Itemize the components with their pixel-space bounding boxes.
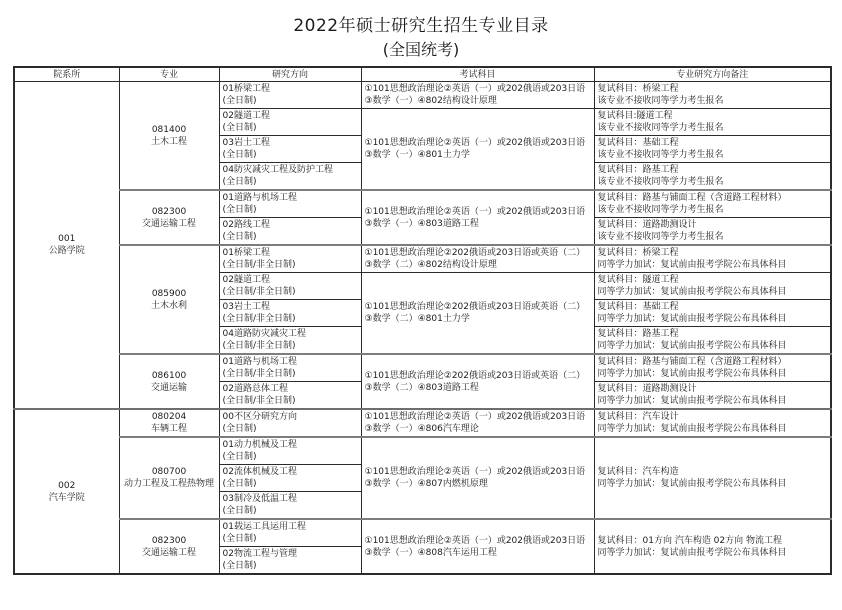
remark-cell-line: 复试科目：隧道工程 bbox=[597, 275, 679, 285]
department-cell bbox=[14, 82, 119, 410]
table-row bbox=[14, 354, 831, 382]
direction-cell bbox=[219, 547, 361, 575]
direction-cell-line: 03岩土工程 bbox=[222, 138, 270, 148]
table-row bbox=[14, 437, 831, 465]
exam-subjects-cell bbox=[361, 354, 594, 409]
major-cell-line: 交通运输工程 bbox=[141, 218, 196, 229]
exam-subjects-cell-line: ①101思想政治理论②202俄语或203日语或英语（二）③数学（二）④803道路工程 bbox=[364, 370, 586, 393]
remark-cell bbox=[594, 382, 831, 410]
remark-cell-line: 复试科目:隧道工程 bbox=[597, 111, 673, 121]
direction-cell-line: (全日制/非全日制) bbox=[222, 369, 296, 379]
direction-cell bbox=[219, 465, 361, 492]
major-cell-line: 土木工程 bbox=[150, 136, 187, 147]
exam-subjects-cell bbox=[361, 519, 594, 574]
major-cell-line: 085900 bbox=[151, 288, 187, 299]
remark-cell-line: 同等学力加试：复试前由报考学院公布具体科目 bbox=[597, 424, 787, 434]
remark-cell-line: 该专业不接收同等学力考生报名 bbox=[597, 96, 724, 106]
direction-cell-line: 02流体机械及工程 bbox=[222, 467, 297, 477]
direction-cell bbox=[219, 327, 361, 355]
direction-cell bbox=[219, 409, 361, 437]
header-research-direction: 研究方向 bbox=[219, 67, 361, 82]
exam-subjects-cell bbox=[361, 109, 594, 191]
remark-cell bbox=[594, 519, 831, 574]
major-cell bbox=[119, 409, 219, 437]
direction-cell-line: 02道路总体工程 bbox=[222, 384, 288, 394]
exam-subjects-cell-line: ①101思想政治理论②英语（一）或202俄语或203日语③数学（一）④807内燃机原理 bbox=[364, 467, 586, 489]
direction-cell-line: (全日制) bbox=[222, 424, 257, 434]
major-cell-line: 080700 bbox=[151, 467, 187, 477]
direction-cell bbox=[219, 382, 361, 410]
table-row bbox=[14, 190, 831, 218]
major-cell-line: 土木水利 bbox=[150, 300, 187, 311]
direction-cell bbox=[219, 136, 361, 163]
remark-cell bbox=[594, 136, 831, 163]
exam-subjects-cell bbox=[361, 245, 594, 273]
remark-cell-line: 同等学力加试：复试前由报考学院公布具体科目 bbox=[597, 341, 787, 351]
remark-cell-line: 复试科目：基础工程 bbox=[597, 302, 679, 312]
direction-cell bbox=[219, 273, 361, 300]
remark-cell bbox=[594, 163, 831, 191]
exam-subjects-cell-line: ①101思想政治理论②202俄语或203日语或英语（二）③数学（二）④802结构设计原理 bbox=[364, 248, 586, 270]
major-cell-line: 交通运输工程 bbox=[141, 547, 196, 558]
exam-subjects-cell-line: ①101思想政治理论②英语（一）或202俄语或203日语③数学（一）④808汽车运用工程 bbox=[364, 535, 586, 558]
header-exam-subjects: 考试科目 bbox=[361, 67, 594, 82]
exam-subjects-cell-line: ①101思想政治理论②202俄语或203日语或英语（二）③数学（二）④801土力学 bbox=[364, 302, 586, 324]
remark-cell-line: 同等学力加试：复试前由报考学院公布具体科目 bbox=[597, 369, 787, 379]
direction-cell bbox=[219, 82, 361, 109]
remark-cell-line: 复试科目：桥梁工程 bbox=[597, 248, 679, 258]
table-row bbox=[14, 519, 831, 547]
direction-cell-line: (全日制) bbox=[222, 479, 257, 489]
direction-cell-line: (全日制/非全日制) bbox=[222, 287, 296, 297]
direction-cell-line: (全日制) bbox=[222, 534, 257, 544]
remark-cell-line: 该专业不接收同等学力考生报名 bbox=[597, 123, 724, 133]
exam-subjects-cell-line: ①101思想政治理论②英语（一）或202俄语或203日语③数学（一）④801土力学 bbox=[364, 138, 586, 160]
department-cell bbox=[14, 409, 119, 574]
direction-cell-line: (全日制/非全日制) bbox=[222, 396, 296, 406]
direction-cell bbox=[219, 492, 361, 520]
remark-cell bbox=[594, 300, 831, 327]
remark-cell-line: 复试科目：路基与铺面工程（含道路工程材料） bbox=[597, 357, 787, 367]
catalog-table bbox=[13, 66, 832, 575]
page-subtitle: (全国统考) bbox=[382, 40, 460, 59]
remark-cell-line: 复试科目：01方向 汽车构造 02方向 物流工程 bbox=[597, 535, 782, 546]
major-cell bbox=[119, 519, 219, 574]
direction-cell-line: (全日制) bbox=[222, 177, 257, 187]
remark-cell-line: 该专业不接收同等学力考生报名 bbox=[597, 177, 724, 187]
exam-subjects-cell bbox=[361, 82, 594, 109]
catalog-page bbox=[0, 15, 842, 575]
remark-cell-line: 复试科目：路基工程 bbox=[597, 165, 679, 175]
direction-cell-line: (全日制) bbox=[222, 452, 257, 462]
remark-cell-line: 复试科目：基础工程 bbox=[597, 138, 679, 148]
direction-cell-line: 01动力机械及工程 bbox=[222, 440, 297, 450]
remark-cell-line: 复试科目：路基与铺面工程（含道路工程材料） bbox=[597, 193, 787, 203]
remark-cell bbox=[594, 327, 831, 355]
department-cell-line: 002 bbox=[58, 480, 76, 491]
major-cell-line: 动力工程及工程热物理 bbox=[123, 479, 214, 489]
direction-cell-line: 01载运工具运用工程 bbox=[222, 522, 306, 532]
remark-cell-line: 该专业不接收同等学力考生报名 bbox=[597, 205, 724, 215]
direction-cell-line: (全日制) bbox=[222, 150, 257, 160]
remark-cell-line: 同等学力加试：复试前由报考学院公布具体科目 bbox=[597, 396, 787, 406]
direction-cell-line: 01桥梁工程 bbox=[222, 84, 270, 94]
direction-cell bbox=[219, 519, 361, 547]
major-cell bbox=[119, 82, 219, 191]
direction-cell-line: 03岩土工程 bbox=[222, 302, 270, 312]
exam-subjects-cell bbox=[361, 409, 594, 437]
remark-cell-line: 复试科目：道路勘测设计 bbox=[597, 384, 697, 394]
remark-cell-line: 同等学力加试：复试前由报考学院公布具体科目 bbox=[597, 260, 787, 270]
direction-cell-line: (全日制) bbox=[222, 506, 257, 516]
remark-cell bbox=[594, 109, 831, 136]
direction-cell-line: 02物流工程与管理 bbox=[222, 549, 297, 559]
table-header bbox=[14, 67, 831, 82]
major-cell-line: 081400 bbox=[151, 124, 187, 135]
major-cell-line: 交通运输 bbox=[150, 382, 187, 393]
direction-cell bbox=[219, 218, 361, 246]
major-cell bbox=[119, 437, 219, 519]
remark-cell-line: 同等学力加试：复试前由报考学院公布具体科目 bbox=[597, 547, 787, 558]
major-cell-line: 082300 bbox=[151, 535, 187, 546]
direction-cell bbox=[219, 245, 361, 273]
direction-cell-line: 01道路与机场工程 bbox=[222, 193, 297, 203]
remark-cell bbox=[594, 409, 831, 437]
remark-cell bbox=[594, 190, 831, 218]
department-cell-line: 汽车学院 bbox=[48, 492, 85, 503]
direction-cell-line: (全日制) bbox=[222, 123, 257, 133]
exam-subjects-cell bbox=[361, 190, 594, 245]
direction-cell-line: (全日制) bbox=[222, 96, 257, 106]
major-cell-line: 082300 bbox=[151, 206, 187, 217]
table-row bbox=[14, 245, 831, 273]
exam-subjects-cell-line: ①101思想政治理论②英语（一）或202俄语或203日语③数学（一）④802结构设计原理 bbox=[364, 84, 586, 106]
direction-cell bbox=[219, 163, 361, 191]
direction-cell-line: (全日制/非全日制) bbox=[222, 314, 296, 324]
direction-cell-line: 03制冷及低温工程 bbox=[222, 494, 297, 504]
direction-cell-line: 02隧道工程 bbox=[222, 111, 270, 121]
direction-cell-line: 04防灾减灾工程及防护工程 bbox=[222, 165, 333, 175]
direction-cell-line: (全日制) bbox=[222, 561, 257, 571]
direction-cell bbox=[219, 354, 361, 382]
major-cell-line: 086100 bbox=[151, 370, 187, 381]
department-cell-line: 公路学院 bbox=[48, 246, 85, 256]
direction-cell-line: (全日制) bbox=[222, 205, 257, 215]
header-remarks: 专业研究方向备注 bbox=[594, 67, 831, 82]
remark-cell-line: 复试科目：汽车构造 bbox=[597, 467, 679, 477]
remark-cell-line: 复试科目：路基工程 bbox=[597, 329, 679, 339]
remark-cell-line: 复试科目：桥梁工程 bbox=[597, 84, 679, 94]
major-cell-line: 080204 bbox=[151, 412, 187, 422]
direction-cell-line: (全日制) bbox=[222, 232, 257, 242]
remark-cell bbox=[594, 354, 831, 382]
direction-cell bbox=[219, 437, 361, 465]
exam-subjects-cell-line: ①101思想政治理论②英语（一）或202俄语或203日语③数学（一）④803道路工程 bbox=[364, 206, 586, 229]
direction-cell-line: (全日制/非全日制) bbox=[222, 260, 296, 270]
remark-cell-line: 同等学力加试：复试前由报考学院公布具体科目 bbox=[597, 287, 787, 297]
remark-cell bbox=[594, 245, 831, 273]
major-cell bbox=[119, 354, 219, 409]
remark-cell-line: 复试科目：道路勘测设计 bbox=[597, 220, 697, 230]
table-header-row bbox=[14, 67, 831, 82]
direction-cell bbox=[219, 300, 361, 327]
header-major: 专业 bbox=[119, 67, 219, 82]
direction-cell-line: 01桥梁工程 bbox=[222, 248, 270, 258]
major-cell bbox=[119, 245, 219, 354]
direction-cell-line: 01道路与机场工程 bbox=[222, 357, 297, 367]
exam-subjects-cell bbox=[361, 437, 594, 519]
table-row bbox=[14, 409, 831, 437]
direction-cell-line: (全日制/非全日制) bbox=[222, 341, 296, 351]
direction-cell-line: 04道路防灾减灾工程 bbox=[222, 329, 306, 339]
direction-cell-line: 02隧道工程 bbox=[222, 275, 270, 285]
major-cell bbox=[119, 190, 219, 245]
remark-cell-line: 该专业不接收同等学力考生报名 bbox=[597, 232, 724, 242]
department-cell-line: 001 bbox=[58, 234, 76, 244]
direction-cell-line: 00不区分研究方向 bbox=[222, 412, 297, 422]
remark-cell-line: 同等学力加试：复试前由报考学院公布具体科目 bbox=[597, 314, 787, 324]
remark-cell bbox=[594, 437, 831, 519]
major-cell-line: 车辆工程 bbox=[150, 424, 187, 434]
exam-subjects-cell-line: ①101思想政治理论②英语（一）或202俄语或203日语③数学（一）④806汽车理论 bbox=[364, 412, 586, 434]
remark-cell bbox=[594, 273, 831, 300]
remark-cell bbox=[594, 82, 831, 109]
remark-cell-line: 复试科目：汽车设计 bbox=[597, 412, 679, 422]
direction-cell bbox=[219, 190, 361, 218]
remark-cell-line: 同等学力加试：复试前由报考学院公布具体科目 bbox=[597, 479, 787, 489]
table-row bbox=[14, 82, 831, 109]
exam-subjects-cell bbox=[361, 273, 594, 355]
remark-cell bbox=[594, 218, 831, 246]
page-title: 2022年硕士研究生招生专业目录 bbox=[293, 16, 549, 36]
remark-cell-line: 该专业不接收同等学力考生报名 bbox=[597, 150, 724, 160]
catalog-table-body bbox=[14, 82, 831, 575]
direction-cell bbox=[219, 109, 361, 136]
direction-cell-line: 02路线工程 bbox=[222, 220, 270, 230]
header-department: 院系所 bbox=[14, 67, 119, 82]
